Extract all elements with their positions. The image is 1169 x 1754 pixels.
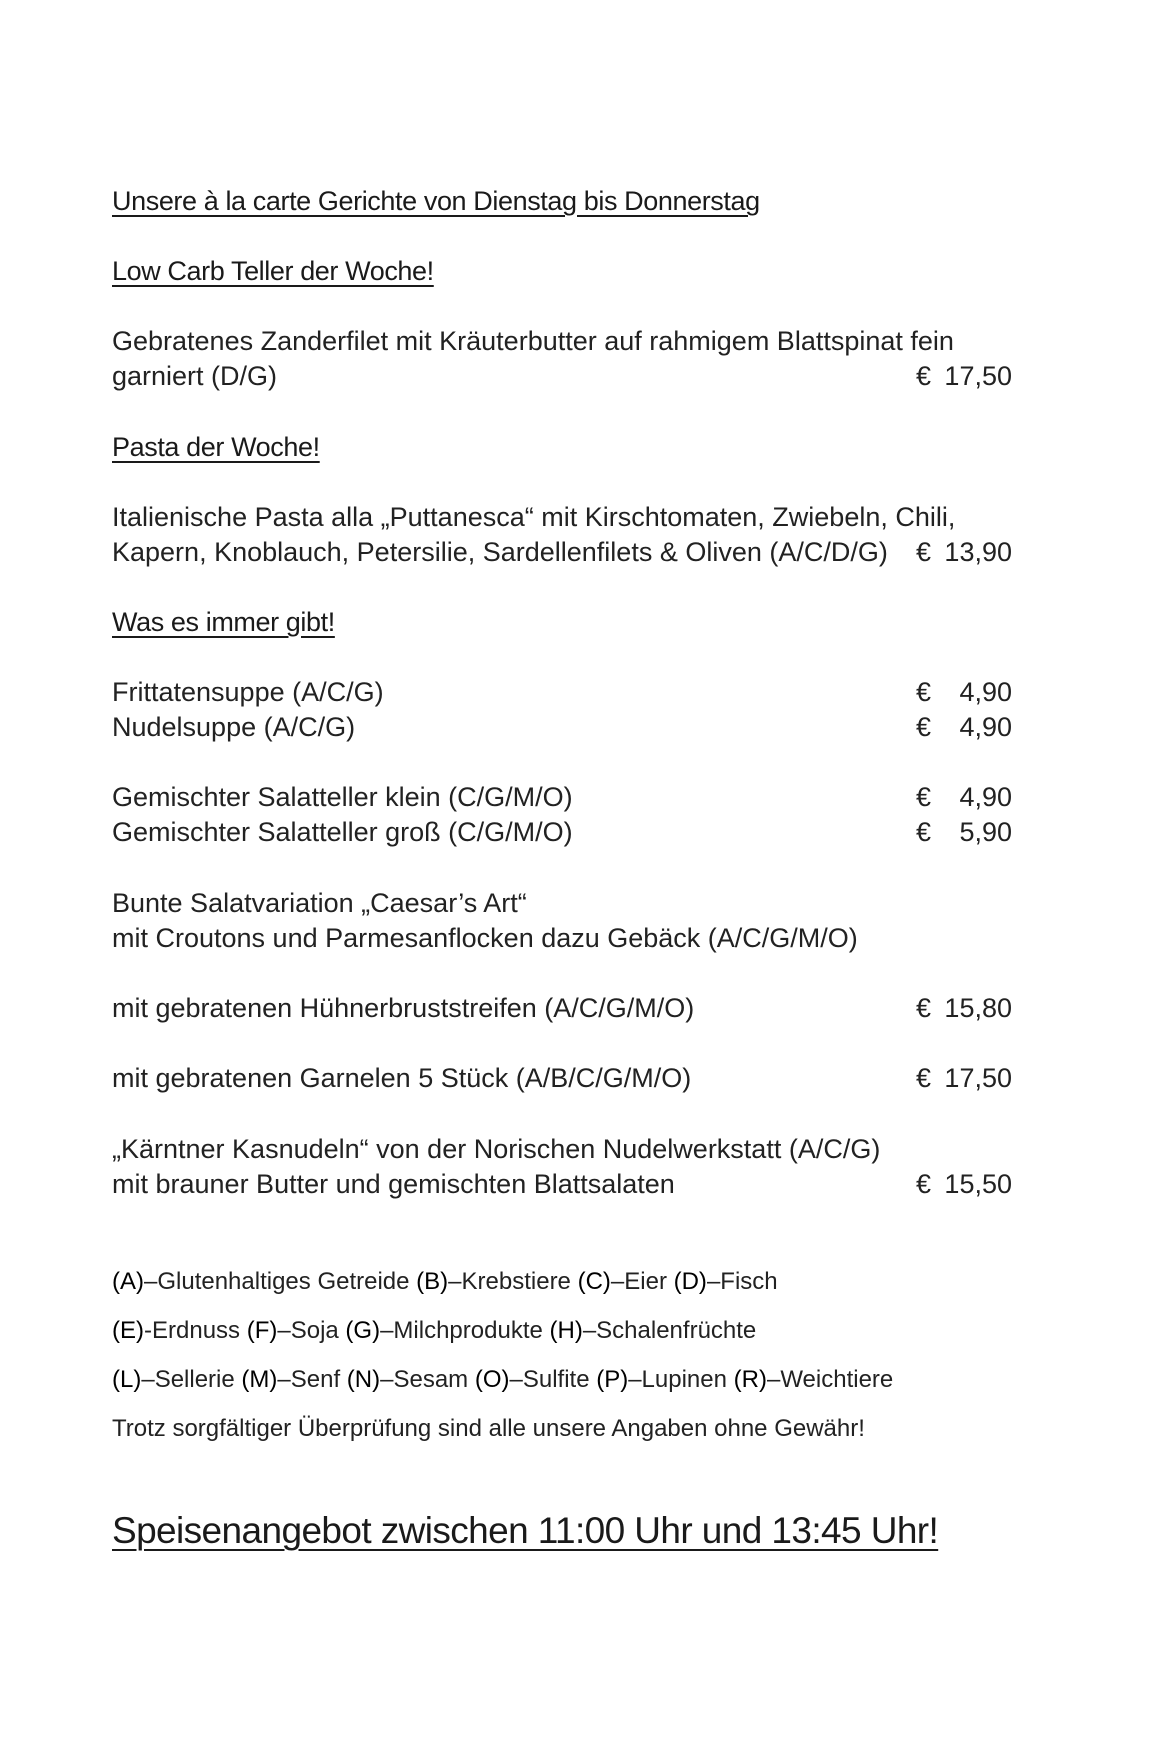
- service-hours: Speisenangebot zwischen 11:00 Uhr und 13:45 Uhr!: [112, 1510, 939, 1551]
- kasnudeln-item: mit brauner Butter und gemischten Blattsalaten € 15,50: [112, 1169, 1012, 1199]
- kasnudeln-line-1: „Kärntner Kasnudeln“ von der Norischen Nudelwerkstatt (A/C/G): [112, 1134, 881, 1164]
- lowcarb-item: garniert (D/G) € 17,50: [112, 361, 1012, 391]
- lowcarb-description-line-1: Gebratenes Zanderfilet mit Kräuterbutter auf rahmigem Blattspinat fein: [112, 326, 954, 356]
- page-title: Unsere à la carte Gerichte von Dienstag bis Donnerstag: [112, 186, 760, 216]
- caesar-line-1: Bunte Salatvariation „Caesar’s Art“: [112, 888, 527, 918]
- item-name: Gemischter Salatteller klein (C/G/M/O): [112, 782, 573, 812]
- always-heading: Was es immer gibt!: [112, 607, 335, 637]
- kasnudeln-line-2: mit brauner Butter und gemischten Blattsalaten: [112, 1169, 675, 1199]
- caesar-line-2: mit Croutons und Parmesanflocken dazu Gebäck (A/C/G/M/O): [112, 923, 858, 953]
- disclaimer: Trotz sorgfältiger Überprüfung sind alle unsere Angaben ohne Gewähr!: [112, 1415, 865, 1442]
- pasta-description-line-2: Kapern, Knoblauch, Petersilie, Sardellenfilets & Oliven (A/C/D/G): [112, 537, 888, 567]
- item-name: mit gebratenen Garnelen 5 Stück (A/B/C/G/M/O): [112, 1063, 692, 1093]
- allergens-line-2: (E)-Erdnuss (F)–Soja (G)–Milchprodukte (H)–Schalenfrüchte: [112, 1317, 757, 1344]
- list-item: Gemischter Salatteller klein (C/G/M/O) € 4,90: [112, 782, 1012, 812]
- caesar-chicken-item: mit gebratenen Hühnerbruststreifen (A/C/G/M/O) € 15,80: [112, 993, 1012, 1023]
- pasta-item: Kapern, Knoblauch, Petersilie, Sardellenfilets & Oliven (A/C/D/G) € 13,90: [112, 537, 1012, 567]
- list-item: Gemischter Salatteller groß (C/G/M/O) € 5,90: [112, 817, 1012, 847]
- list-item: Frittatensuppe (A/C/G) € 4,90: [112, 677, 1012, 707]
- pasta-description-line-1: Italienische Pasta alla „Puttanesca“ mit Kirschtomaten, Zwiebeln, Chili,: [112, 502, 956, 532]
- allergens-line-3: (L)–Sellerie (M)–Senf (N)–Sesam (O)–Sulfite (P)–Lupinen (R)–Weichtiere: [112, 1366, 894, 1393]
- item-name: Frittatensuppe (A/C/G): [112, 677, 384, 707]
- allergens-line-1: (A)–Glutenhaltiges Getreide (B)–Krebstiere (C)–Eier (D)–Fisch: [112, 1268, 778, 1295]
- item-name: Nudelsuppe (A/C/G): [112, 712, 356, 742]
- item-name: Gemischter Salatteller groß (C/G/M/O): [112, 817, 573, 847]
- lowcarb-heading: Low Carb Teller der Woche!: [112, 256, 434, 286]
- pasta-heading: Pasta der Woche!: [112, 432, 320, 462]
- item-name: mit gebratenen Hühnerbruststreifen (A/C/G/M/O): [112, 993, 695, 1023]
- caesar-prawns-item: mit gebratenen Garnelen 5 Stück (A/B/C/G/M/O) € 17,50: [112, 1063, 1012, 1093]
- list-item: Nudelsuppe (A/C/G) € 4,90: [112, 712, 1012, 742]
- lowcarb-description-line-2: garniert (D/G): [112, 361, 278, 391]
